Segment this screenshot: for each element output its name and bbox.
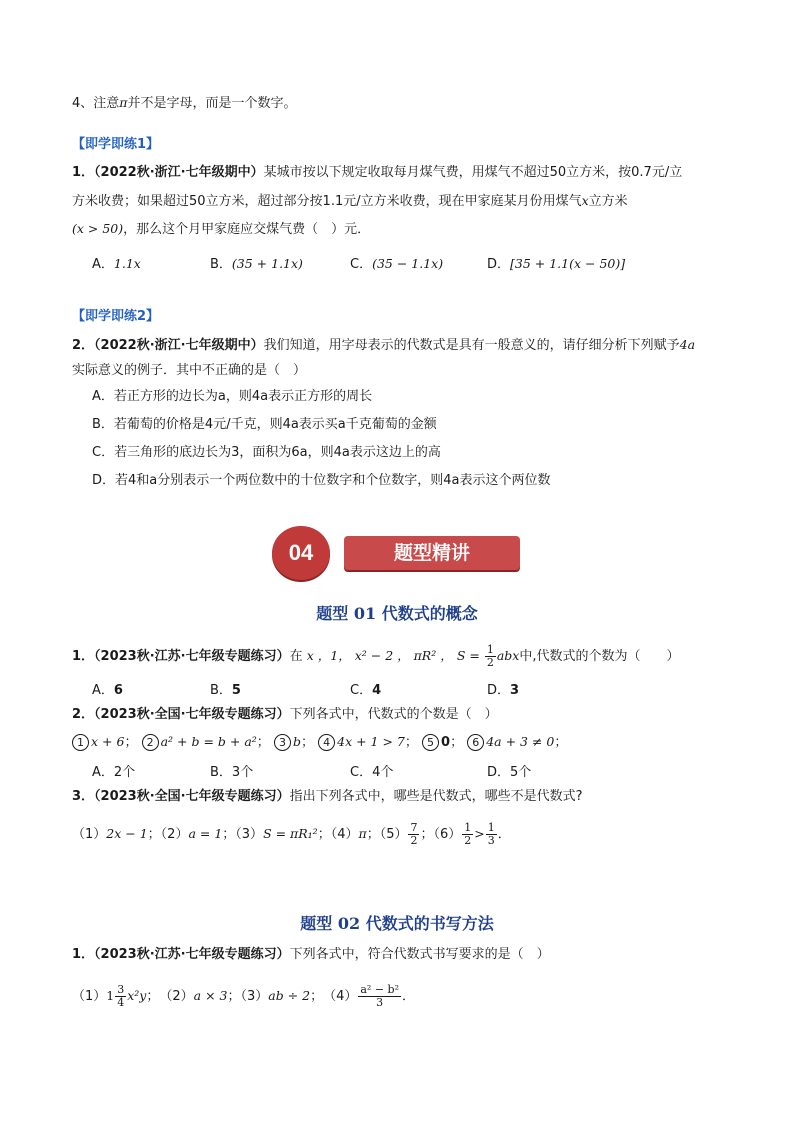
option-text: 若三角形的底边长为3，面积为6a，则4a表示这边上的高 [114,445,441,460]
option-expr: (35 + 1.1x) [231,256,303,271]
type-01-q2-option-d[interactable] [487,761,531,780]
q-source: （2023秋·全国·七年级专题练习） [94,707,290,722]
type-01-title: 题型 01 代数式的概念 [316,604,478,623]
practice-1-text-3: ，那么这个月甲家庭应交煤气费（ ）元． [123,222,371,237]
item-prefix: ；（2） [147,827,189,842]
item-expr: 4x + 1 > 7 [337,734,405,749]
practice-1-source: （2022秋·浙江·七年级期中） [94,165,264,180]
option-text: 若4和a分别表示一个两位数中的十位数字和个位数字，则4a表示这个两位数 [115,473,551,488]
practice-1-option-a[interactable] [92,253,141,272]
item-end: ． [497,827,511,842]
type-02-q1 [72,946,550,964]
practice-1-text-2-end: 立方米 [588,194,628,209]
fraction-num: 3 [117,983,125,996]
item-expr: a = 1 [188,826,223,841]
fraction-num: 1 [486,643,494,656]
type-01-q1-option-c[interactable] [350,679,381,698]
type-01-q3-items [72,822,511,847]
q-number: 1． [72,649,95,664]
item-expr: a² + b = b + a² [160,734,257,749]
note-4-after: 并不是字母，而是一个数字。 [127,96,297,111]
section-badge-number: 04 [272,526,330,580]
option-expr: (35 − 1.1x) [372,256,444,271]
item-expr: π [358,826,367,841]
practice-1-condition: (x > 50) [72,221,124,236]
item-expr: a × 3 [193,988,228,1003]
section-badge [272,526,524,580]
item-expr: ab ÷ 2 [268,988,311,1003]
q-text: 下列各式中，符合代数式书写要求的是（ ） [289,947,550,962]
item-prefix: （1） [72,827,107,842]
fraction-den: 2 [486,656,494,669]
type-02-title: 题型 02 代数式的书写方法 [300,914,494,933]
type-01-q1-option-a[interactable] [92,679,123,698]
practice-1-number: 1． [72,165,95,180]
separator: ； [300,735,314,750]
practice-2-option-d[interactable] [92,472,551,490]
separator: ； [554,735,568,750]
q-items: x ，1， x² − 2 ， πR² ， [306,648,453,663]
note-4-before: 4、注意 [72,96,120,111]
practice-1-option-b[interactable] [210,253,303,272]
item-prefix: ；（5） [366,827,408,842]
option-label: A． [92,765,114,780]
option-value: 6 [113,683,123,698]
gt-sign: > [474,826,485,841]
practice-1-line-3 [72,220,370,239]
fraction-num: 1 [487,821,495,834]
option-label: D． [487,765,511,780]
practice-2-option-b[interactable] [92,416,437,434]
practice-2-option-a[interactable] [92,388,372,406]
item-prefix: ；（3） [222,827,264,842]
practice-1-option-d[interactable] [487,253,625,272]
item-prefix: ； （2） [146,989,194,1004]
practice-1-text-1: 某城市按以下规定收取每月煤气费，用煤气不超过50立方米，按0.7元/立 [263,165,683,180]
fraction-seven-halves [408,822,419,847]
item-expr: 2x − 1 [106,826,148,841]
pi-symbol: π [119,95,128,110]
item-expr: 4a + 3 ≠ 0 [486,734,555,749]
q-s-expr: S = [456,648,484,663]
type-01-q1-option-d[interactable] [487,679,519,698]
separator: ； [404,735,418,750]
type-01-q2-option-a[interactable] [92,761,135,780]
mixed-whole: 1 [106,988,115,1003]
option-value: 4 [372,683,382,698]
item-expr: x²y [127,988,147,1003]
circled-number: 6 [467,734,484,751]
fraction-num: 1 [464,821,472,834]
option-label: B． [210,683,232,698]
option-label: D． [487,683,511,698]
option-expr: [35 + 1.1(x − 50)] [510,256,626,271]
option-text: 若葡萄的价格是4元/千克，则4a表示买a千克葡萄的金额 [113,417,437,432]
practice-2-line-1 [72,336,695,355]
fraction-den: 3 [487,834,495,847]
practice-2-text-1: 我们知道，用字母表示的代数式是具有一般意义的，请仔细分析下列赋予 [263,338,680,353]
note-4 [72,94,297,113]
q-source: （2023秋·江苏·七年级专题练习） [94,947,290,962]
option-label: A． [92,389,114,404]
separator: ； [450,735,464,750]
q-post: 中,代数式的个数为（ ） [519,649,680,664]
item-prefix: ； （4） [310,989,358,1004]
practice-1-var: x [581,193,589,208]
option-label: B． [210,765,232,780]
option-text: 若正方形的边长为a，则4a表示正方形的周长 [113,389,373,404]
type-01-q2-option-c[interactable] [350,761,393,780]
option-expr: 1.1x [113,256,141,271]
item-prefix: ；（4） [317,827,359,842]
q-source: （2023秋·全国·七年级专题练习） [94,789,290,804]
fraction-half [485,644,496,669]
option-label: C． [350,765,373,780]
option-label: D． [92,473,116,488]
fraction-num: a² − b² [360,983,399,996]
fraction-den: 2 [464,834,472,847]
option-label: C． [92,445,115,460]
fraction-difference-of-squares [358,984,401,1009]
fraction-three-quarters [115,984,126,1009]
option-label: B． [92,417,114,432]
fraction-half [462,822,473,847]
circled-number: 3 [274,734,291,751]
q-text: 指出下列各式中，哪些是代数式，哪些不是代数式? [289,789,583,804]
option-value: 5 [231,683,241,698]
option-label: A． [92,683,114,698]
separator: ； [256,735,270,750]
item-expr: 0 [441,735,451,750]
q-number: 1． [72,947,95,962]
option-label: B． [210,257,232,272]
option-value: 3 [510,683,520,698]
practice-2-option-c[interactable] [92,444,441,462]
fraction-den: 2 [410,834,418,847]
practice-1-text-2: 方米收费；如果超过50立方米，超过部分按1.1元/立方米收费，现在甲家庭某月份用煤气 [72,194,582,209]
option-label: C． [350,257,373,272]
item-end: ． [402,989,416,1004]
fraction-third [486,822,497,847]
option-label: C． [350,683,373,698]
practice-2-number: 2． [72,338,95,353]
circled-number: 4 [318,734,335,751]
option-value: 2个 [113,765,136,780]
q-s-tail: abx [496,648,520,663]
q-number: 3． [72,789,95,804]
item-prefix: ；（6） [420,827,462,842]
separator: ； [124,735,138,750]
type-01-q1-option-b[interactable] [210,679,241,698]
fraction-num: 7 [410,821,418,834]
q-source: （2023秋·江苏·七年级专题练习） [94,649,290,664]
option-value: 3个 [231,765,254,780]
fraction-den: 3 [376,996,384,1009]
q-number: 2． [72,707,95,722]
practice-2-expr: 4a [679,337,696,352]
practice-2-source: （2022秋·浙江·七年级期中） [94,338,264,353]
circled-number: 1 [72,734,89,751]
type-01-q3 [72,788,583,806]
q-pre: 在 [289,649,303,664]
circled-number: 5 [422,734,439,751]
fraction-den: 4 [117,996,125,1009]
option-value: 4个 [372,765,394,780]
practice-1-line-1 [72,164,682,182]
circled-number: 2 [142,734,159,751]
item-prefix: ；（3） [227,989,269,1004]
practice-1-tag: 【即学即练1】 [72,137,160,152]
q-text: 下列各式中，代数式的个数是（ ） [289,707,498,722]
type-01-q2-items [72,733,567,752]
type-01-q2 [72,706,498,724]
item-expr: b [292,734,301,749]
option-value: 5个 [510,765,532,780]
type-02-q1-items [72,984,415,1009]
practice-1-line-2 [72,192,628,211]
section-badge-title: 题型精讲 [344,536,520,570]
item-prefix: （1） [72,989,107,1004]
type-01-q1 [72,644,680,669]
option-label: D． [487,257,511,272]
practice-2-tag: 【即学即练2】 [72,309,160,324]
type-01-q2-option-b[interactable] [210,761,253,780]
practice-1-option-c[interactable] [350,253,443,272]
item-expr: S = πR₁² [263,826,318,841]
practice-2-line-2: 实际意义的例子．其中不正确的是（ ） [72,363,307,378]
item-expr: x + 6 [91,734,125,749]
option-label: A． [92,257,114,272]
